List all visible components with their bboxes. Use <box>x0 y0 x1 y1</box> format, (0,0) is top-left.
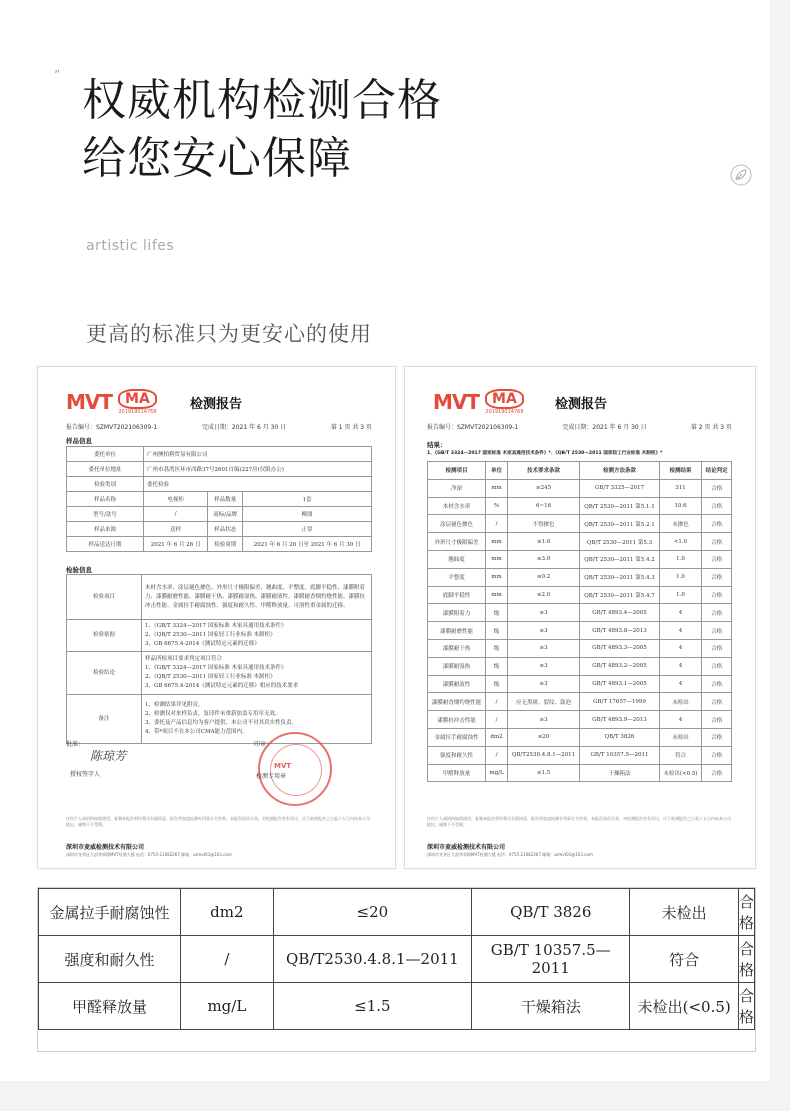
results-cell: QB/T 3826 <box>580 728 660 746</box>
results-cell: 合格 <box>702 728 732 746</box>
results-cell: 4 <box>659 675 701 693</box>
results-cell: GB/T 3325—2017 <box>580 479 660 497</box>
zoomed-cell: 干燥箱法 <box>472 983 630 1030</box>
results-cell: 合格 <box>702 604 732 622</box>
results-cell: % <box>486 497 508 515</box>
report-date: 完成日期：2021 年 6 月 30 日 <box>562 424 647 431</box>
results-cell: 合格 <box>702 622 732 640</box>
standard-line: 1、《GB/T 3324—2017 国家标准 木家具通用技术条件》*、《QB/T 2530—2011 国家轻工行业标准 木制柜》* <box>427 451 663 456</box>
test-key: 备注 <box>67 695 142 744</box>
zoomed-cell: / <box>181 936 274 983</box>
report-title: 检测报告 <box>555 397 608 412</box>
report-number: 报告编号：SZMVT202106309-1 <box>427 424 519 431</box>
results-row <box>428 533 732 551</box>
results-cell: 平整度 <box>428 568 486 586</box>
results-row <box>428 639 732 657</box>
test-value: 1、检测结果详见附页。 2、检测仅对来样负责，复印件未重新加盖专用章无效。 3、委托及产品信息均为客户提供，本公司不对其真实性负责。 4、带*项目不在本公司CMA能力范围内。 <box>142 695 372 744</box>
results-cell: 金属拉手耐腐蚀性 <box>428 728 486 746</box>
results-cell: 4 <box>659 604 701 622</box>
results-cell: ≤0.2 <box>507 568 579 586</box>
results-row <box>428 693 732 711</box>
results-header-cell: 检测项目 <box>428 462 486 480</box>
page-subtitle: 更高的标准只为更安心的使用 <box>86 322 372 346</box>
zoomed-results-table <box>38 888 755 1030</box>
results-cell: 级 <box>486 604 508 622</box>
results-cell: 合格 <box>702 675 732 693</box>
results-cell: 漆膜耐湿热 <box>428 657 486 675</box>
report-page-number: 第 1 页 共 3 页 <box>330 424 372 431</box>
page-title <box>82 72 442 188</box>
results-cell: GB/T 4893.8—2013 <box>580 622 660 640</box>
results-row <box>428 479 732 497</box>
report-fine-print: 任何个人或机构如需使用、复制本报告须经我司书面同意，报告须加盖检测专用章方为有效。本报告涂改无效，对检测报告若有异议，应于收到报告之日起十五日内向本公司提出，逾期不予受理。 <box>66 816 370 827</box>
cma-number: 201919014768 <box>118 409 157 415</box>
sample-key: 委托单位地址 <box>67 462 144 477</box>
results-row <box>428 604 732 622</box>
results-cell: / <box>486 711 508 729</box>
test-value: 1、《GB/T 3324—2017 国家标准 木家具通用技术条件》 2、《QB/T 2530—2011 国家轻工行业标准 木制柜》 3、GB 6675.4-2014《测试特定元素的迁移》 <box>142 620 372 652</box>
sample-row <box>67 447 372 462</box>
report-page-2 <box>404 366 756 869</box>
zoomed-cell: 合格 <box>738 889 754 936</box>
report-meta <box>66 422 372 431</box>
results-cell: 4 <box>659 711 701 729</box>
results-cell: 漆膜耐液性 <box>428 675 486 693</box>
zoomed-cell: ≤20 <box>273 889 471 936</box>
cma-logo <box>118 389 157 415</box>
results-cell: 合格 <box>702 533 732 551</box>
zoomed-cell: dm2 <box>181 889 274 936</box>
results-header-cell: 检测结果 <box>659 462 701 480</box>
sample-grid-row <box>67 537 372 552</box>
zoomed-cell: QB/T 3826 <box>472 889 630 936</box>
sample-key: 委托单位 <box>67 447 144 462</box>
stamp-caption: 检测专用章 <box>256 773 287 780</box>
results-cell: 4 <box>659 657 701 675</box>
zoomed-cell: QB/T2530.4.8.1—2011 <box>273 936 471 983</box>
results-cell: ≤1.0 <box>507 533 579 551</box>
results-cell: 合格 <box>702 479 732 497</box>
results-cell: 漆膜耐磨性能 <box>428 622 486 640</box>
results-cell: ≤2.0 <box>507 586 579 604</box>
results-cell: 木材含水率 <box>428 497 486 515</box>
results-cell: 合格 <box>702 711 732 729</box>
results-cell: 漆膜抗冲击性能 <box>428 711 486 729</box>
results-table <box>427 461 732 782</box>
results-row <box>428 746 732 764</box>
mvt-logo: MVT <box>433 390 480 414</box>
results-cell: 未检出 <box>659 693 701 711</box>
results-cell: 漆膜附着力 <box>428 604 486 622</box>
leaf-icon <box>730 164 752 186</box>
results-cell: 合格 <box>702 657 732 675</box>
results-row <box>428 622 732 640</box>
results-cell: mm <box>486 568 508 586</box>
results-header-cell: 结论判定 <box>702 462 732 480</box>
results-cell: GB/T 4893.2—2005 <box>580 657 660 675</box>
results-cell: GB/T 10357.5—2011 <box>580 746 660 764</box>
results-cell: 级 <box>486 657 508 675</box>
results-cell: GB/T 4893.4—2005 <box>580 604 660 622</box>
mvt-logo: MVT <box>66 390 113 414</box>
results-cell: 合格 <box>702 746 732 764</box>
results-cell: mm <box>486 479 508 497</box>
results-cell: / <box>486 515 508 533</box>
stamp-inner-ring <box>270 744 322 796</box>
results-cell: 符合 <box>659 746 701 764</box>
report-logo <box>66 389 157 415</box>
zoomed-row <box>39 889 755 936</box>
results-cell: 合格 <box>702 586 732 604</box>
results-header-cell: 单位 <box>486 462 508 480</box>
results-cell: 应无黑斑、裂纹、鼓泡 <box>507 693 579 711</box>
sample-grid-row <box>67 507 372 522</box>
results-cell: / <box>486 746 508 764</box>
sample-grid-cell: 检验周期 <box>208 537 243 552</box>
results-cell: ≤3.0 <box>507 550 579 568</box>
zoomed-row <box>39 983 755 1030</box>
results-cell: QB/T 2530—2011 第5.4.7 <box>580 586 660 604</box>
approve-label: 批准： <box>66 741 85 748</box>
results-cell: 漆膜耐香烟灼烧性能 <box>428 693 486 711</box>
results-cell: 干燥箱法 <box>580 764 660 782</box>
signature: 陈琼芳 <box>90 749 127 763</box>
report-fine-print: 任何个人或机构如需使用、复制本报告须经我司书面同意，报告须加盖检测专用章方为有效。本报告涂改无效，对检测报告若有异议，应于收到报告之日起十五日内向本公司提出，逾期不予受理。 <box>427 816 731 827</box>
company-address: 深圳市龙华区大浪华荣路MVT检测大楼 电话：0755-21082267 邮箱：szmvt01@163.com <box>427 852 593 857</box>
report-title: 检测报告 <box>190 397 243 412</box>
results-row <box>428 657 732 675</box>
quote-mark: ” <box>54 68 61 82</box>
results-cell: ≥3 <box>507 622 579 640</box>
results-cell: GB/T 4893.1—2005 <box>580 675 660 693</box>
title-line-1: 权威机构检测合格 <box>82 75 442 126</box>
sample-grid-cell: 样品名称 <box>67 492 144 507</box>
zoomed-cell: 强度和耐久性 <box>39 936 181 983</box>
artistic-tagline: artistic lifes <box>86 238 175 254</box>
stamp-label: 印章： <box>254 741 273 748</box>
results-cell: 1.0 <box>659 586 701 604</box>
zoomed-results-panel <box>37 887 756 1052</box>
results-cell: 级 <box>486 622 508 640</box>
results-cell: 漆膜耐干热 <box>428 639 486 657</box>
results-cell: 外形尺寸极限偏差 <box>428 533 486 551</box>
results-row <box>428 515 732 533</box>
cma-mark: MA <box>485 389 524 409</box>
sample-grid-cell: 送样 <box>144 522 208 537</box>
sample-grid-row <box>67 492 372 507</box>
results-cell: QB/T2530.4.8.1—2011 <box>507 746 579 764</box>
results-cell: 4 <box>659 622 701 640</box>
results-cell: 10.6 <box>659 497 701 515</box>
zoomed-cell: 未检出(<0.5) <box>630 983 739 1030</box>
sample-grid-row <box>67 522 372 537</box>
results-row <box>428 711 732 729</box>
company-name: 深圳市麦威检测技术有限公司 <box>427 844 506 851</box>
results-header-row <box>428 462 732 480</box>
sample-grid-cell: 2021 年 6 月 26 日至 2021 年 6 月 30 日 <box>243 537 372 552</box>
results-row <box>428 586 732 604</box>
results-cell: mg/L <box>486 764 508 782</box>
results-cell: 1.0 <box>659 550 701 568</box>
test-key: 检验项目 <box>67 575 142 620</box>
results-row <box>428 568 732 586</box>
sample-grid-cell: 商标/品牌 <box>208 507 243 522</box>
zoomed-cell: 未检出 <box>630 889 739 936</box>
stamp-text: MVT <box>274 762 292 770</box>
results-cell: mm <box>486 550 508 568</box>
report-number: 报告编号：SZMVT202106309-1 <box>66 424 158 431</box>
results-cell: 底脚平稳性 <box>428 586 486 604</box>
results-cell: 311 <box>659 479 701 497</box>
title-line-2: 给您安心保障 <box>82 133 352 184</box>
sample-section-title: 样品信息 <box>66 437 92 445</box>
report-meta <box>427 422 732 431</box>
sample-key: 检验类别 <box>67 477 144 492</box>
report-logo <box>433 389 524 415</box>
report-page-number: 第 2 页 共 3 页 <box>690 424 732 431</box>
results-row <box>428 550 732 568</box>
results-cell: QB/T 2530—2011 第5.1.1 <box>580 497 660 515</box>
results-cell: 合格 <box>702 568 732 586</box>
results-cell: ≤20 <box>507 728 579 746</box>
sample-grid-cell: 样品状态 <box>208 522 243 537</box>
results-cell: ≥245 <box>507 479 579 497</box>
test-row <box>67 695 372 744</box>
sample-grid-cell: 2021 年 6 月 26 日 <box>144 537 208 552</box>
sample-grid-cell: 电视柜 <box>144 492 208 507</box>
results-cell: 合格 <box>702 764 732 782</box>
report-date: 完成日期：2021 年 6 月 30 日 <box>201 424 287 431</box>
zoomed-cell: 合格 <box>738 983 754 1030</box>
results-row <box>428 675 732 693</box>
zoomed-cell: GB/T 10357.5—2011 <box>472 936 630 983</box>
zoomed-cell: 甲醛释放量 <box>39 983 181 1030</box>
results-cell: 甲醛释放量 <box>428 764 486 782</box>
results-cell: 未检出(<0.5) <box>659 764 701 782</box>
sample-value: 委托检验 <box>144 477 372 492</box>
results-cell: 未检出 <box>659 728 701 746</box>
results-cell: GB/T 4893.3—2005 <box>580 639 660 657</box>
report-page-1 <box>37 366 396 869</box>
test-row <box>67 575 372 620</box>
test-row <box>67 652 372 695</box>
sample-grid-cell: 1套 <box>243 492 372 507</box>
zoomed-cell: ≤1.5 <box>273 983 471 1030</box>
results-cell: 不得掺色 <box>507 515 579 533</box>
zoomed-cell: mg/L <box>181 983 274 1030</box>
sample-grid-cell: 型号/款号 <box>67 507 144 522</box>
test-key: 检验结论 <box>67 652 142 695</box>
sample-grid-cell: 柳图 <box>243 507 372 522</box>
zoomed-cell: 合格 <box>738 936 754 983</box>
results-cell: QB/T 2530—2011 第5.4.2 <box>580 550 660 568</box>
results-header-cell: 技术要求条款 <box>507 462 579 480</box>
results-cell: ≤1.5 <box>507 764 579 782</box>
cma-mark: MA <box>118 389 157 409</box>
results-cell: ≥3 <box>507 711 579 729</box>
sample-grid-cell: 样品来源 <box>67 522 144 537</box>
test-info-table <box>66 574 372 744</box>
zoomed-cell: 金属拉手耐腐蚀性 <box>39 889 181 936</box>
results-cell: mm <box>486 586 508 604</box>
results-cell: <1.0 <box>659 533 701 551</box>
results-cell: 4 <box>659 639 701 657</box>
results-cell: 级 <box>486 675 508 693</box>
results-cell: 合格 <box>702 515 732 533</box>
sample-value: 广州澳柏利贸易有限公司 <box>144 447 372 462</box>
sample-info-table <box>66 446 372 552</box>
sample-grid-cell: / <box>144 507 208 522</box>
results-cell: 级 <box>486 639 508 657</box>
results-header-cell: 检测方法条款 <box>580 462 660 480</box>
zoomed-cell: 符合 <box>630 936 739 983</box>
results-row <box>428 764 732 782</box>
result-label: 结果： <box>427 441 447 449</box>
results-cell: 涂层褪色掺色 <box>428 515 486 533</box>
results-cell: GB/T 17657—1999 <box>580 693 660 711</box>
results-cell: / <box>486 693 508 711</box>
results-cell: QB/T 2530—2011 第5.4.3 <box>580 568 660 586</box>
results-cell: mm <box>486 533 508 551</box>
sample-grid-cell: 样品数量 <box>208 492 243 507</box>
results-cell: ≥3 <box>507 675 579 693</box>
results-cell: ≥3 <box>507 657 579 675</box>
authorized-signatory-label: 授权签字人 <box>70 771 101 778</box>
sample-row <box>67 477 372 492</box>
test-value: 样品所检项目要求判定项目符合 1、《GB/T 3324—2017 国家标准 木家具通用技术条件》 2、《QB/T 2530—2011 国家轻工行业标准 木制柜》 3、GB 6675.4-2014《测试特定元素的迁移》相应的技术要求 <box>142 652 372 695</box>
results-cell: 合格 <box>702 497 732 515</box>
results-row <box>428 728 732 746</box>
results-cell: 6~16 <box>507 497 579 515</box>
sample-row <box>67 462 372 477</box>
company-address: 深圳市龙华区大浪华荣路MVT检测大楼 电话：0755-21082267 邮箱：szmvt01@163.com <box>66 852 232 857</box>
sample-value: 广州市荔湾区环市西路37号2601自编(227房(仅限办公) <box>144 462 372 477</box>
results-cell: ≥3 <box>507 639 579 657</box>
test-row <box>67 620 372 652</box>
results-cell: 合格 <box>702 693 732 711</box>
test-key: 检验依据 <box>67 620 142 652</box>
sample-grid-cell: 正常 <box>243 522 372 537</box>
sample-grid-cell: 样品送达日期 <box>67 537 144 552</box>
results-row <box>428 497 732 515</box>
cma-logo <box>485 389 524 415</box>
results-cell: 1.0 <box>659 568 701 586</box>
results-cell: 净深 <box>428 479 486 497</box>
test-section-title: 检验信息 <box>66 566 92 574</box>
results-cell: 翘曲度 <box>428 550 486 568</box>
cma-number: 201919014768 <box>485 409 524 415</box>
results-cell: dm2 <box>486 728 508 746</box>
results-cell: QB/T 2530—2011 第5.3 <box>580 533 660 551</box>
results-cell: ≥3 <box>507 604 579 622</box>
results-cell: QB/T 2530—2011 第5.2.1 <box>580 515 660 533</box>
test-value: 木材含水率、涂层褪色掺色、外形尺寸极限偏差、翘曲度、平整度、底脚平稳性、漆膜附着力、漆膜耐磨性能、漆膜耐干热、漆膜耐湿热、漆膜耐液性、漆膜耐香烟灼烧性能、漆膜抗冲击性能、金属拉手耐腐蚀性、强度和耐久性、甲醛释放量、可溶性重金属的迁移。 <box>142 575 372 620</box>
results-cell: 合格 <box>702 550 732 568</box>
company-name: 深圳市麦威检测技术有限公司 <box>66 844 145 851</box>
results-cell: 强度和耐久性 <box>428 746 486 764</box>
results-cell: GB/T 4893.9—2013 <box>580 711 660 729</box>
results-cell: 未掺色 <box>659 515 701 533</box>
zoomed-row <box>39 936 755 983</box>
results-cell: 合格 <box>702 639 732 657</box>
inspection-stamp <box>258 732 332 806</box>
